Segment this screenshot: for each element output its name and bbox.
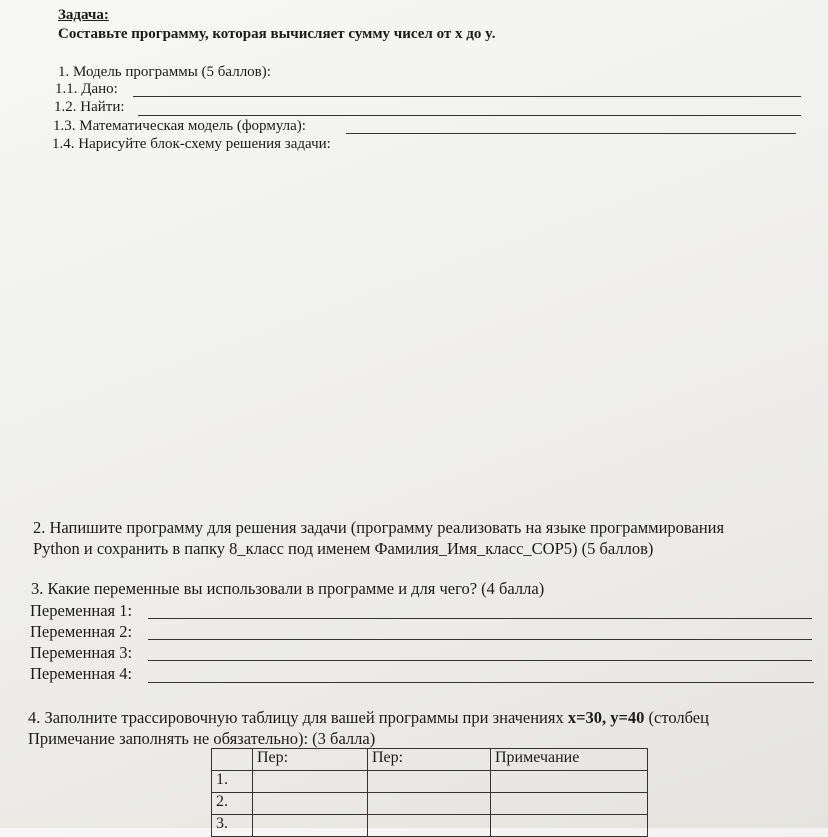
trace-row-number: 1. — [212, 771, 253, 793]
variable-4-answer-line[interactable] — [148, 682, 814, 683]
table-row — [212, 815, 648, 837]
trace-cell[interactable] — [491, 793, 648, 815]
trace-cell[interactable] — [253, 771, 368, 793]
variable-2-answer-line[interactable] — [148, 639, 812, 640]
task-statement: Составьте программу, которая вычисляет сумму чисел от x до y. — [58, 26, 496, 42]
section2-line2: Python и сохранить в папку 8_класс под именем Фамилия_Имя_класс_СОР5) (5 баллов) — [33, 539, 654, 558]
trace-row-number: 3. — [212, 815, 253, 837]
trace-cell[interactable] — [253, 793, 368, 815]
model-label: 1.3. Математическая модель (формула): — [53, 118, 306, 134]
trace-cell[interactable] — [368, 793, 491, 815]
given-answer-line[interactable] — [133, 96, 801, 97]
trace-cell[interactable] — [368, 771, 491, 793]
variable-3-answer-line[interactable] — [148, 660, 812, 661]
trace-header-index — [212, 749, 253, 771]
model-answer-line[interactable] — [346, 133, 796, 134]
variable-1-answer-line[interactable] — [148, 618, 812, 619]
find-answer-line[interactable] — [138, 115, 801, 116]
variable-2-label: Переменная 2: — [30, 622, 133, 641]
trace-cell[interactable] — [368, 815, 491, 837]
trace-table — [211, 748, 648, 837]
task-heading: Задача: — [58, 7, 109, 23]
section4-line2: Примечание заполнять не обязательно): (3 балла) — [28, 729, 376, 748]
section4-text-a: 4. Заполните трассировочную таблицу для вашей программы при значениях — [28, 708, 568, 727]
table-row — [212, 793, 648, 815]
section1-title: 1. Модель программы (5 баллов): — [58, 64, 271, 80]
flowchart-label: 1.4. Нарисуйте блок-схему решения задачи: — [52, 136, 331, 152]
section4-line1 — [28, 707, 709, 728]
trace-header-var-2: Пер: — [368, 749, 491, 771]
section3-title: 3. Какие переменные вы использовали в программе и для чего? (4 балла) — [31, 579, 545, 598]
trace-cell[interactable] — [253, 815, 368, 837]
table-row — [212, 771, 648, 793]
section2-line1: 2. Напишите программу для решения задачи (программу реализовать на языке программирования — [33, 518, 725, 537]
trace-header-note: Примечание — [491, 749, 648, 771]
trace-row-number: 2. — [212, 793, 253, 815]
variable-3-label: Переменная 3: — [30, 643, 133, 662]
flowchart-drawing-area[interactable] — [52, 160, 802, 500]
section4-values: x=30, y=40 — [567, 708, 645, 727]
trace-cell[interactable] — [491, 815, 648, 837]
variable-1-label: Переменная 1: — [30, 601, 133, 620]
trace-cell[interactable] — [491, 771, 648, 793]
given-label: 1.1. Дано: — [55, 81, 118, 97]
section4-text-b: (столбец — [644, 708, 709, 727]
find-label: 1.2. Найти: — [54, 99, 125, 115]
trace-table-header-row — [212, 749, 648, 771]
trace-header-var-1: Пер: — [253, 749, 368, 771]
variable-4-label: Переменная 4: — [30, 664, 133, 683]
